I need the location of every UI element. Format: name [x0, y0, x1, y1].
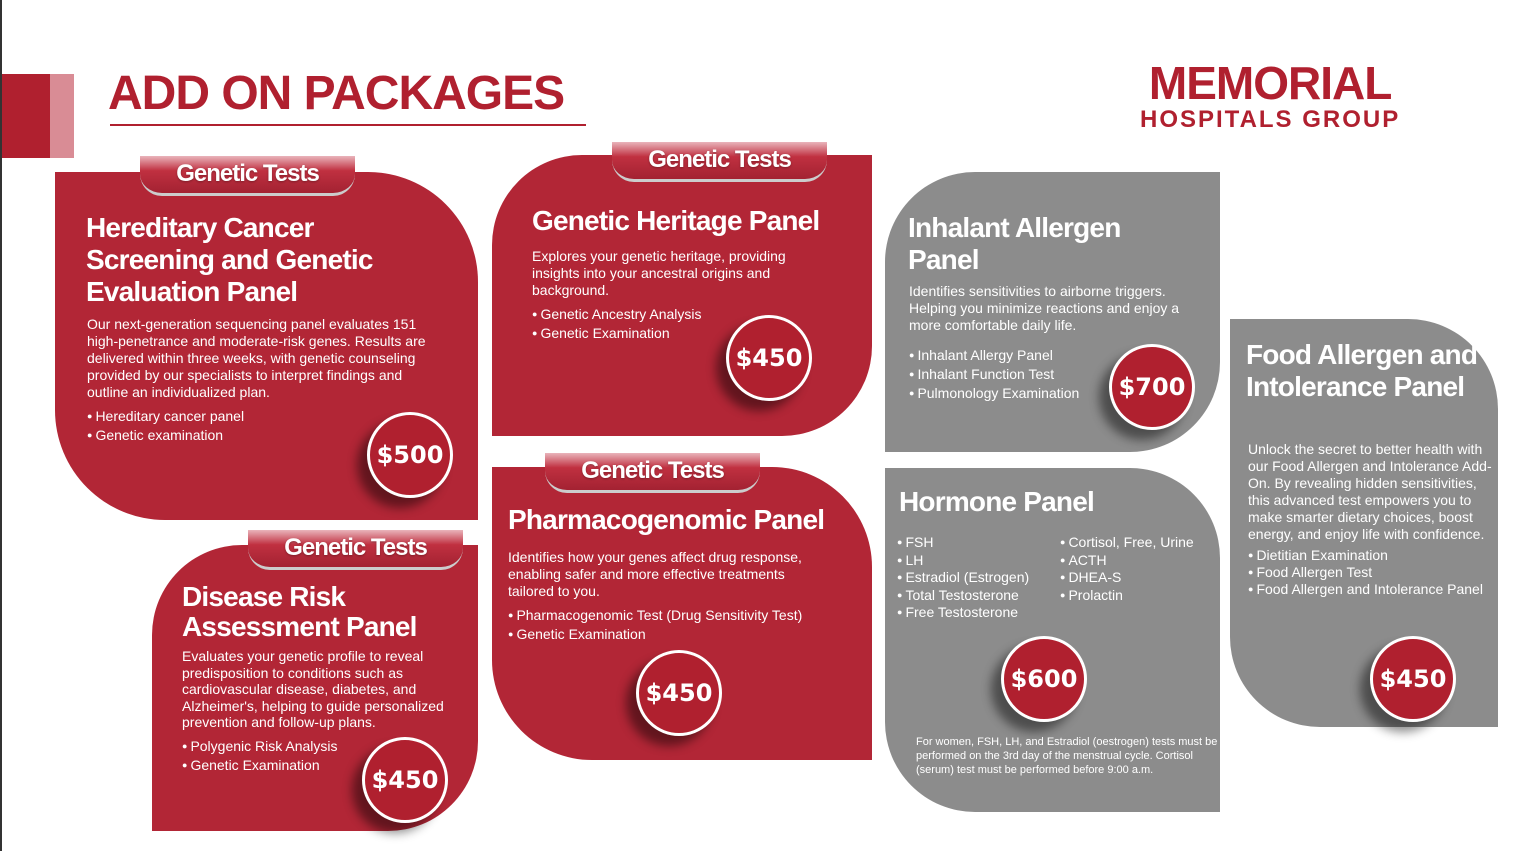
package-item: ● Polygenic Risk Analysis — [182, 737, 352, 756]
price-badge: $450 — [726, 315, 812, 401]
package-item: ● Genetic examination — [87, 426, 357, 445]
package-items — [87, 407, 357, 445]
package-card-pharmacogenomic — [492, 467, 872, 760]
package-item: ● DHEA-S — [1060, 569, 1215, 587]
hormone-note: For women, FSH, LH, and Estradiol (oestrogen) tests must be performed on the 3rd day of the menstrual cycle. Cortisol (serum) test must be performed before 9:00 a.m. — [916, 736, 1218, 776]
price-badge: $450 — [1370, 636, 1456, 722]
package-card-hormone — [885, 468, 1220, 812]
package-item: ● Prolactin — [1060, 587, 1215, 605]
package-card-inhalant-allergen — [885, 172, 1220, 452]
package-title: Pharmacogenomic Panel — [508, 504, 825, 535]
package-item: ● Inhalant Function Test — [909, 365, 1099, 384]
logo-line2: HOSPITALS GROUP — [1140, 106, 1401, 133]
package-items — [532, 305, 722, 343]
package-item: ● Hereditary cancer panel — [87, 407, 357, 426]
package-title: Genetic Heritage Panel — [532, 205, 820, 236]
package-description: Identifies sensitivities to airborne triggers. Helping you minimize reactions and enjoy a more comfortable daily life. — [909, 283, 1180, 333]
package-items — [182, 737, 352, 775]
package-item: ● FSH — [897, 534, 1055, 552]
logo-line1: MEMORIAL — [1148, 57, 1392, 109]
package-item: ● Pharmacogenomic Test (Drug Sensitivity Test) — [508, 606, 828, 625]
title-underline — [110, 124, 586, 126]
package-body — [508, 549, 828, 644]
package-item: ● Cortisol, Free, Urine — [1060, 534, 1215, 552]
package-items — [909, 346, 1099, 403]
package-items-left — [897, 534, 1055, 622]
category-ribbon: Genetic Tests — [545, 453, 760, 493]
category-ribbon: Genetic Tests — [248, 530, 463, 570]
package-card-genetic-heritage — [492, 155, 872, 436]
package-title: Hereditary Cancer Screening and Genetic Evaluation Panel — [86, 212, 373, 307]
package-item: ● Inhalant Allergy Panel — [909, 346, 1099, 365]
price-badge: $500 — [367, 412, 453, 498]
package-item: ● Free Testosterone — [897, 604, 1055, 622]
package-item: ● Genetic Examination — [182, 756, 352, 775]
package-card-hereditary-cancer — [55, 172, 478, 520]
package-item: ● Total Testosterone — [897, 587, 1055, 605]
package-items-right — [1060, 534, 1215, 604]
package-item: ● Food Allergen Test — [1248, 564, 1488, 581]
package-description: Unlock the secret to better health with our Food Allergen and Intolerance Add-On. By revealing hidden sensitivities, this advanced test empowers you to make smarter dietary choices, boost energy, and enjoy life with confidence. — [1248, 441, 1492, 542]
price-badge: $700 — [1109, 344, 1195, 430]
accent-block-light — [50, 74, 74, 158]
package-item: ● Dietitian Examination — [1248, 547, 1488, 564]
package-description: Explores your genetic heritage, providing insights into your ancestral origins and background. — [532, 248, 786, 298]
category-ribbon: Genetic Tests — [140, 156, 355, 196]
package-item: ● LH — [897, 552, 1055, 570]
package-card-food-allergen — [1230, 319, 1498, 727]
price-badge: $600 — [1001, 636, 1087, 722]
logo — [1140, 58, 1400, 132]
package-items — [1248, 547, 1488, 598]
price-badge: $450 — [636, 650, 722, 736]
package-item: ● ACTH — [1060, 552, 1215, 570]
package-item: ● Genetic Examination — [532, 324, 722, 343]
package-title: Food Allergen and Intolerance Panel — [1246, 339, 1478, 402]
package-item: ● Food Allergen and Intolerance Panel — [1248, 581, 1488, 598]
package-title: Inhalant Allergen Panel — [908, 212, 1121, 275]
package-description: Identifies how your genes affect drug response, enabling safer and more effective treatments tailored to you. — [508, 549, 802, 599]
package-body — [1248, 441, 1496, 598]
package-description: Evaluates your genetic profile to reveal predisposition to conditions such as cardiovascular disease, diabetes, and Alzheimer's, helping to guide personalized prevention and follow-up plans. — [182, 648, 444, 730]
package-item: ● Genetic Examination — [508, 625, 828, 644]
package-card-disease-risk — [152, 545, 478, 831]
category-ribbon: Genetic Tests — [612, 142, 827, 182]
package-item: ● Genetic Ancestry Analysis — [532, 305, 722, 324]
page-title: ADD ON PACKAGES — [108, 67, 565, 120]
package-title: Disease Risk Assessment Panel — [182, 581, 417, 642]
accent-block — [2, 74, 50, 158]
price-badge: $450 — [362, 737, 448, 823]
package-title: Hormone Panel — [899, 486, 1094, 517]
package-description: Our next-generation sequencing panel evaluates 151 high-penetrance and moderate-risk genes. Results are delivered within three weeks, with genetic counseling provided by our specialists to interpret findings and outline an individualized plan. — [87, 316, 426, 400]
package-items — [508, 606, 828, 644]
package-item: ● Pulmonology Examination — [909, 384, 1099, 403]
package-item: ● Estradiol (Estrogen) — [897, 569, 1055, 587]
